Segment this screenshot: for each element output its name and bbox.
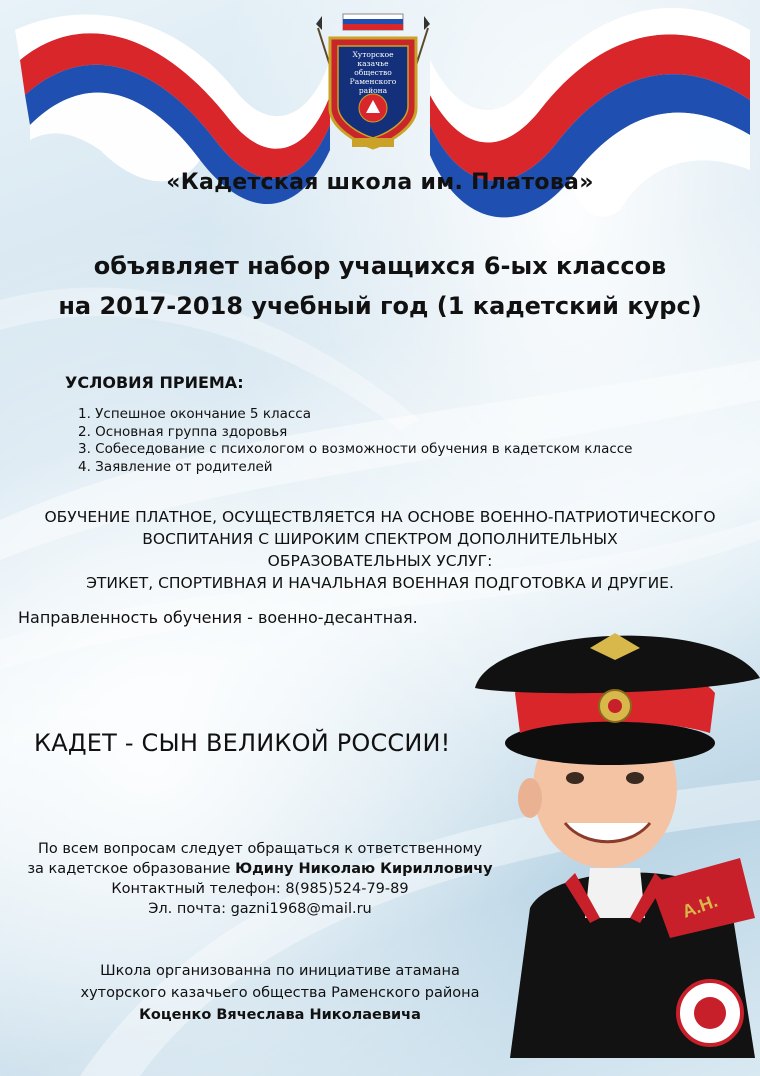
ataman-name-text: Коценко Вячеслава Николаевича — [139, 1007, 421, 1023]
paid-info-line: ОБРАЗОВАТЕЛЬНЫХ УСЛУГ: — [267, 552, 493, 570]
contact-info — [0, 839, 520, 919]
responsible-person-name: Юдину Николаю Кирилловичу — [235, 861, 493, 877]
condition-item: 3. Собеседование с психологом о возможности обучения в кадетском классе — [78, 441, 633, 457]
slogan: КАДЕТ - СЫН ВЕЛИКОЙ РОССИИ! — [34, 729, 451, 757]
headline-line-2: на 2017-2018 учебный год (1 кадетский курс) — [58, 292, 702, 320]
svg-text:А.Н.: А.Н. — [679, 890, 721, 922]
conditions-list — [78, 406, 633, 476]
school-line: Школа организованна по инициативе атамана — [100, 963, 460, 979]
condition-item: 4. Заявление от родителей — [78, 458, 273, 475]
contact-prefix: за кадетское образование — [27, 861, 236, 877]
headline-line-1: объявляет набор учащихся 6-ых классов — [93, 252, 667, 280]
school-founder-info — [0, 960, 560, 1026]
emblem-line: Хуторское — [352, 50, 394, 59]
paid-info — [0, 506, 760, 594]
emblem-line: района — [358, 86, 388, 95]
ataman-name — [0, 1004, 560, 1026]
contact-phone: Контактный телефон: 8(985)524-79-89 — [111, 881, 409, 897]
contact-line — [0, 859, 520, 879]
paid-info-line: ОБУЧЕНИЕ ПЛАТНОЕ, ОСУЩЕСТВЛЯЕТСЯ НА ОСНОВЕ ВОЕННО-ПАТРИОТИЧЕСКОГО — [44, 508, 716, 526]
condition-item: 2. Основная группа здоровья — [78, 423, 288, 440]
conditions-heading: УСЛОВИЯ ПРИЕМА: — [65, 373, 244, 392]
school-line: хуторского казачьего общества Раменского района — [80, 985, 480, 1001]
emblem-line: казачье общество — [354, 59, 392, 77]
headline — [0, 246, 760, 326]
school-title: «Кадетская школа им. Платова» — [166, 170, 594, 195]
emblem-text — [340, 50, 406, 95]
emblem-line: Раменского — [349, 77, 397, 86]
emblem — [308, 8, 438, 156]
paid-info-line: ВОСПИТАНИЯ С ШИРОКИМ СПЕКТРОМ ДОПОЛНИТЕЛЬНЫХ — [142, 530, 618, 548]
contact-line: По всем вопросам следует обращаться к ответственному — [37, 841, 483, 857]
flag-ribbon-right — [420, 0, 760, 230]
contact-email: Эл. почта: gazni1968@mail.ru — [148, 901, 372, 917]
condition-item: 1. Успешное окончание 5 класса — [78, 406, 311, 422]
paid-info-line: ЭТИКЕТ, СПОРТИВНАЯ И НАЧАЛЬНАЯ ВОЕННАЯ ПОДГОТОВКА И ДРУГИЕ. — [86, 574, 674, 592]
training-direction: Направленность обучения - военно-десантная. — [18, 608, 418, 627]
